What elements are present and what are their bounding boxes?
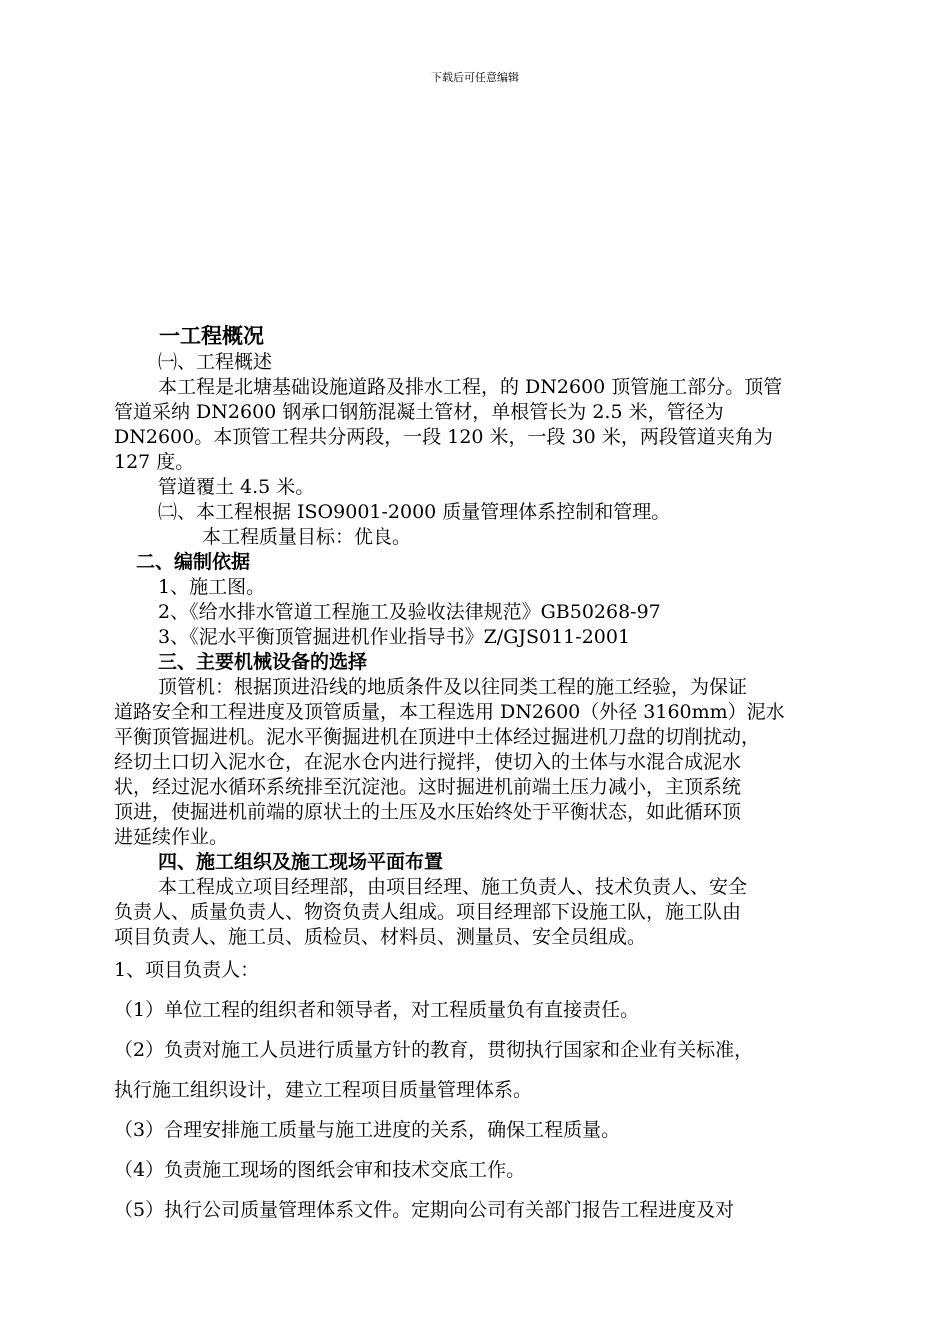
paragraph-line: 本工程成立项目经理部，由项目经理、施工负责人、技术负责人、安全 [158,876,748,898]
section-title-basis: 二、编制依据 [136,551,251,573]
subsection-title-overview: ㈠、工程概述 [158,351,273,373]
paragraph-line: 负责人、质量负责人、物资负责人组成。项目经理部下设施工队，施工队由 [114,901,742,923]
duty-item: （2）负责对施工人员进行质量方针的教育，贯彻执行国家和企业有关标准， [114,1039,754,1061]
paragraph-line: 管道采纳 DN2600 钢承口钢筋混凝土管材，单根管长为 2.5 米，管径为 [114,401,724,423]
duty-item: （1）单位工程的组织者和领导者，对工程质量负有直接责任。 [114,999,640,1021]
list-item: 1、施工图。 [158,576,266,598]
section-title-overview: 一工程概况 [159,323,264,348]
paragraph-line: 状，经过泥水循环系统排至沉淀池。这时掘进机前端土压力减小，主顶系统 [114,776,742,798]
paragraph-line: DN2600。本顶管工程共分两段，一段 120 米，一段 30 米，两段管道夹角为 [114,426,773,448]
section-title-organization: 四、施工组织及施工现场平面布置 [158,851,444,873]
duty-item: （4）负责施工现场的图纸会审和技术交底工作。 [114,1159,526,1181]
paragraph-line: 顶管机：根据顶进沿线的地质条件及以往同类工程的施工经验，为保证 [158,676,748,698]
section-title-equipment: 三、主要机械设备的选择 [158,651,368,673]
duty-item-continuation: 执行施工组织设计，建立工程项目质量管理体系。 [114,1079,533,1101]
paragraph-line: 进延续作业。 [114,826,229,848]
duty-item: （3）合理安排施工质量与施工进度的关系，确保工程质量。 [114,1119,621,1141]
paragraph-line: 127 度。 [114,451,195,473]
duties-section [114,950,894,1230]
list-item: 3、《泥水平衡顶管掘进机作业指导书》Z/GJS011-2001 [158,626,631,648]
subsection-title-quality: ㈡、本工程根据 ISO9001-2000 质量管理体系控制和管理。 [158,501,671,523]
paragraph-line: 平衡顶管掘进机。泥水平衡掘进机在顶进中土体经过掘进机刀盘的切削扰动， [114,726,761,748]
paragraph-line: 管道覆土 4.5 米。 [158,476,315,498]
paragraph-line: 本工程质量目标：优良。 [202,526,412,548]
duty-item: （5）执行公司质量管理体系文件。定期向公司有关部门报告工程进度及对 [114,1199,735,1221]
paragraph-line: 项目负责人、施工员、质检员、材料员、测量员、安全员组成。 [114,926,647,948]
paragraph-line: 顶进，使掘进机前端的原状土的土压及水压始终处于平衡状态，如此循环顶 [114,801,742,823]
paragraph-line: 经切土口切入泥水仓，在泥水仓内进行搅拌，使切入的土体与水混合成泥水 [114,751,742,773]
page-header: 下载后可任意编辑 [431,71,519,84]
document-body [114,322,894,950]
paragraph-line: 道路安全和工程进度及顶管质量，本工程选用 DN2600（外径 3160mm）泥水 [114,701,785,723]
list-item: 2、《给水排水管道工程施工及验收法律规范》GB50268-97 [158,601,661,623]
subsection-title-project-manager: 1、项目负责人： [114,959,260,981]
paragraph-line: 本工程是北塘基础设施道路及排水工程，的 DN2600 顶管施工部分。顶管 [158,376,783,398]
